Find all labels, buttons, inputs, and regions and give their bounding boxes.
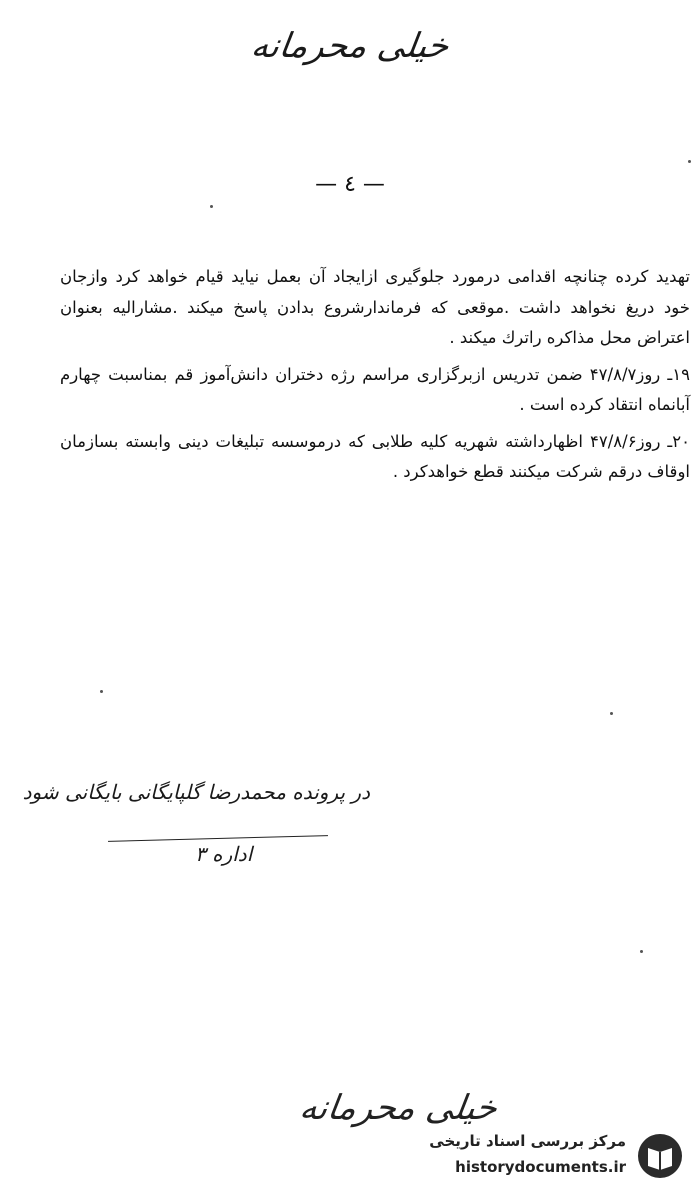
watermark-url: historydocuments.ir	[455, 1158, 626, 1176]
watermark-name: مرکز بررسی اسناد تاریخی	[429, 1132, 626, 1150]
page-number: — ٤ —	[315, 172, 385, 197]
book-logo-icon	[636, 1132, 684, 1180]
paragraph-2: ۱۹ـ روز۴۷/۸/۷ ضمن تدریس ازبرگزاری مراسم رژه دختران دانش‌آموز قم بمناسبت چهارم آبانماه انتقاد کرده است .	[60, 364, 690, 414]
site-watermark	[420, 1128, 690, 1188]
scan-speck	[688, 160, 691, 163]
classification-stamp-bottom: خیلی محرمانه	[297, 1088, 500, 1128]
classification-stamp-top: خیلی محرمانه	[248, 26, 452, 66]
handwritten-department: اداره ۳	[195, 842, 253, 866]
scan-speck	[640, 950, 643, 953]
signature-rule	[108, 835, 328, 842]
scan-speck	[210, 205, 213, 208]
document-body	[60, 262, 690, 488]
scan-speck	[100, 690, 103, 693]
handwritten-note: در پرونده محمدرضا گلپایگانی بایگانی شود	[22, 780, 370, 804]
scan-speck	[610, 712, 613, 715]
paragraph-1: تهدید کرده چنانچه اقدامی درمورد جلوگیری ازایجاد آن بعمل نیاید قیام خواهد کرد وازجان خود دریغ نخواهد داشت .موقعی که فرماندارشروع بدادن پاسخ میکند .مشارالیه بعنوان اعتراض محل مذاکره راترك میکند .	[60, 267, 690, 347]
paragraph-3: ۲۰ـ روز۴۷/۸/۶ اظهارداشته شهریه کلیه طلابی که درموسسه تبلیغات دینی وابسته بسازمان اوقاف درقم شرکت میکنند قطع خواهدکرد .	[60, 431, 691, 481]
